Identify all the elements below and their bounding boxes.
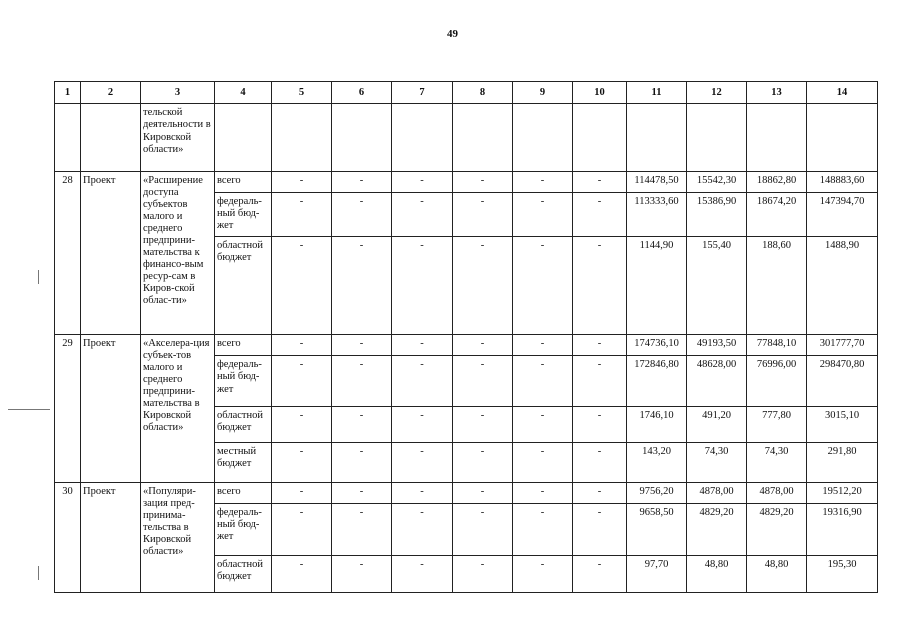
empty-cell: [747, 104, 807, 171]
dash-cell: -: [332, 237, 392, 335]
header-cell: 6: [332, 82, 392, 104]
empty-cell: [513, 104, 573, 171]
value-cell-13: 74,30: [747, 443, 807, 483]
dash-cell: -: [272, 556, 332, 593]
page-number: 49: [447, 28, 458, 40]
dash-cell: -: [392, 335, 453, 356]
dash-cell: -: [513, 335, 573, 356]
value-cell-12: 491,20: [687, 407, 747, 443]
value-cell-14: 19316,90: [807, 504, 878, 556]
empty-cell: [627, 104, 687, 171]
value-cell-12: 4878,00: [687, 482, 747, 503]
dash-cell: -: [332, 556, 392, 593]
value-cell-12: 15386,90: [687, 193, 747, 237]
value-cell-11: 9658,50: [627, 504, 687, 556]
dash-cell: -: [332, 407, 392, 443]
value-cell-13: 48,80: [747, 556, 807, 593]
dash-cell: -: [453, 556, 513, 593]
kind-cell: Проект: [81, 171, 141, 334]
value-cell-11: 1746,10: [627, 407, 687, 443]
dash-cell: -: [332, 504, 392, 556]
measure-name-cell: «Акселера-ция субъек-тов малого и среднего предприни-мательства в Кировской области»: [141, 335, 215, 483]
dash-cell: -: [272, 335, 332, 356]
empty-cell: [332, 104, 392, 171]
header-cell: 9: [513, 82, 573, 104]
dash-cell: -: [392, 482, 453, 503]
measure-name-cell: «Расширение доступа субъектов малого и среднего предприни-мательства к финансо-вым ресур-сам в Киров-ской облас-ти»: [141, 171, 215, 334]
dash-cell: -: [573, 407, 627, 443]
dash-cell: -: [392, 443, 453, 483]
dash-cell: -: [573, 171, 627, 192]
value-cell-13: 18862,80: [747, 171, 807, 192]
dash-cell: -: [332, 193, 392, 237]
table-row: [55, 171, 878, 192]
value-cell-12: 155,40: [687, 237, 747, 335]
dash-cell: -: [272, 482, 332, 503]
dash-cell: -: [272, 443, 332, 483]
value-cell-14: 3015,10: [807, 407, 878, 443]
empty-cell: [453, 104, 513, 171]
dash-cell: -: [453, 504, 513, 556]
dash-cell: -: [332, 356, 392, 407]
scan-mark: [38, 566, 39, 580]
value-cell-13: 4829,20: [747, 504, 807, 556]
header-cell: 8: [453, 82, 513, 104]
empty-cell: [392, 104, 453, 171]
value-cell-11: 143,20: [627, 443, 687, 483]
funding-source-cell: областной бюджет: [215, 556, 272, 593]
dash-cell: -: [453, 193, 513, 237]
value-cell-14: 1488,90: [807, 237, 878, 335]
value-cell-13: 4878,00: [747, 482, 807, 503]
value-cell-14: 298470,80: [807, 356, 878, 407]
header-cell: 7: [392, 82, 453, 104]
value-cell-12: 48628,00: [687, 356, 747, 407]
scan-mark: [8, 409, 50, 410]
dash-cell: -: [392, 171, 453, 192]
value-cell-13: 777,80: [747, 407, 807, 443]
header-cell: 1: [55, 82, 81, 104]
value-cell-14: 147394,70: [807, 193, 878, 237]
dash-cell: -: [513, 407, 573, 443]
empty-cell: [55, 104, 81, 171]
value-cell-12: 49193,50: [687, 335, 747, 356]
measure-name-cell: «Популяри-зация пред-принима-тельства в Кировской области»: [141, 482, 215, 592]
value-cell-11: 113333,60: [627, 193, 687, 237]
row-number-cell: 29: [55, 335, 81, 483]
dash-cell: -: [453, 356, 513, 407]
header-cell: 11: [627, 82, 687, 104]
dash-cell: -: [272, 237, 332, 335]
continuation-row: [55, 104, 878, 171]
table-row: [55, 335, 878, 356]
empty-cell: [272, 104, 332, 171]
value-cell-14: 19512,20: [807, 482, 878, 503]
dash-cell: -: [453, 407, 513, 443]
dash-cell: -: [392, 407, 453, 443]
dash-cell: -: [272, 356, 332, 407]
row-number-cell: 28: [55, 171, 81, 334]
dash-cell: -: [453, 171, 513, 192]
dash-cell: -: [453, 335, 513, 356]
dash-cell: -: [573, 193, 627, 237]
header-cell: 4: [215, 82, 272, 104]
dash-cell: -: [332, 335, 392, 356]
dash-cell: -: [392, 356, 453, 407]
dash-cell: -: [573, 356, 627, 407]
dash-cell: -: [272, 193, 332, 237]
funding-source-cell: федераль-ный бюд-жет: [215, 356, 272, 407]
header-cell: 13: [747, 82, 807, 104]
kind-cell: Проект: [81, 335, 141, 483]
header-cell: 2: [81, 82, 141, 104]
budget-table: [54, 81, 878, 593]
header-cell: 5: [272, 82, 332, 104]
dash-cell: -: [272, 504, 332, 556]
funding-source-cell: федераль-ный бюд-жет: [215, 504, 272, 556]
value-cell-12: 15542,30: [687, 171, 747, 192]
funding-source-cell: всего: [215, 335, 272, 356]
value-cell-11: 1144,90: [627, 237, 687, 335]
value-cell-14: 148883,60: [807, 171, 878, 192]
dash-cell: -: [453, 482, 513, 503]
value-cell-11: 172846,80: [627, 356, 687, 407]
value-cell-13: 18674,20: [747, 193, 807, 237]
dash-cell: -: [392, 504, 453, 556]
dash-cell: -: [513, 193, 573, 237]
dash-cell: -: [392, 193, 453, 237]
value-cell-14: 291,80: [807, 443, 878, 483]
value-cell-13: 77848,10: [747, 335, 807, 356]
dash-cell: -: [272, 171, 332, 192]
header-row: [55, 82, 878, 104]
dash-cell: -: [513, 237, 573, 335]
value-cell-11: 9756,20: [627, 482, 687, 503]
empty-cell: [81, 104, 141, 171]
dash-cell: -: [573, 335, 627, 356]
empty-cell: [687, 104, 747, 171]
dash-cell: -: [513, 556, 573, 593]
dash-cell: -: [332, 443, 392, 483]
value-cell-13: 188,60: [747, 237, 807, 335]
value-cell-14: 195,30: [807, 556, 878, 593]
table-row: [55, 482, 878, 503]
empty-cell: [573, 104, 627, 171]
dash-cell: -: [573, 504, 627, 556]
dash-cell: -: [272, 407, 332, 443]
dash-cell: -: [332, 171, 392, 192]
header-cell: 10: [573, 82, 627, 104]
value-cell-11: 174736,10: [627, 335, 687, 356]
dash-cell: -: [573, 482, 627, 503]
funding-source-cell: всего: [215, 171, 272, 192]
empty-cell: [807, 104, 878, 171]
scan-mark: [38, 270, 39, 284]
value-cell-11: 114478,50: [627, 171, 687, 192]
dash-cell: -: [332, 482, 392, 503]
dash-cell: -: [513, 443, 573, 483]
measure-name-cell: тельской деятельности в Кировской области»: [141, 104, 215, 171]
dash-cell: -: [573, 237, 627, 335]
value-cell-12: 74,30: [687, 443, 747, 483]
funding-source-cell: областной бюджет: [215, 407, 272, 443]
kind-cell: Проект: [81, 482, 141, 592]
dash-cell: -: [573, 556, 627, 593]
header-cell: 14: [807, 82, 878, 104]
dash-cell: -: [513, 171, 573, 192]
funding-source-cell: федераль-ный бюд-жет: [215, 193, 272, 237]
dash-cell: -: [513, 504, 573, 556]
dash-cell: -: [453, 443, 513, 483]
value-cell-11: 97,70: [627, 556, 687, 593]
row-number-cell: 30: [55, 482, 81, 592]
empty-cell: [215, 104, 272, 171]
dash-cell: -: [513, 482, 573, 503]
funding-source-cell: всего: [215, 482, 272, 503]
header-cell: 3: [141, 82, 215, 104]
dash-cell: -: [392, 237, 453, 335]
dash-cell: -: [573, 443, 627, 483]
funding-source-cell: областной бюджет: [215, 237, 272, 335]
dash-cell: -: [392, 556, 453, 593]
value-cell-12: 4829,20: [687, 504, 747, 556]
funding-source-cell: местный бюджет: [215, 443, 272, 483]
dash-cell: -: [513, 356, 573, 407]
value-cell-14: 301777,70: [807, 335, 878, 356]
value-cell-12: 48,80: [687, 556, 747, 593]
dash-cell: -: [453, 237, 513, 335]
header-cell: 12: [687, 82, 747, 104]
value-cell-13: 76996,00: [747, 356, 807, 407]
